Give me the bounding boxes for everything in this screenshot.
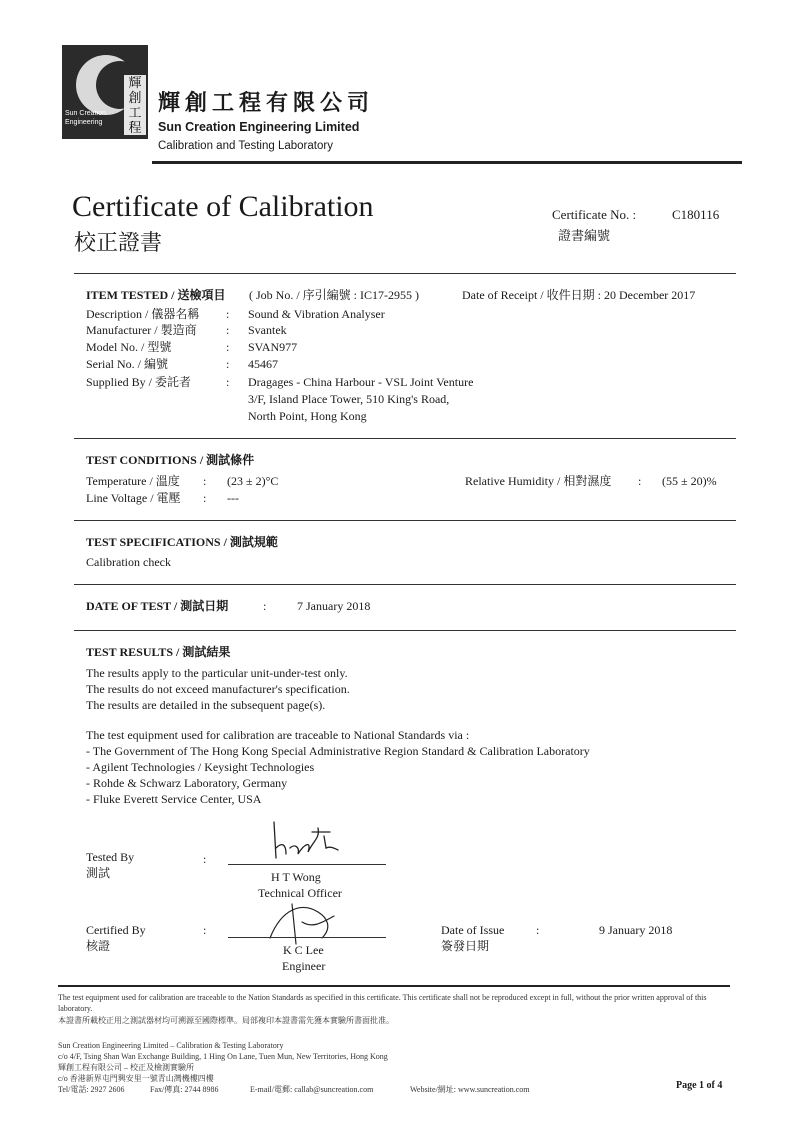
date-of-issue-label: Date of Issue (441, 923, 505, 937)
tested-by-label-zh: 測試 (86, 866, 111, 880)
footer-address-line: Sun Creation Engineering Limited – Calibration & Testing Laboratory (58, 1041, 284, 1050)
colon: : (203, 474, 207, 488)
certificate-title: Certificate of Calibration (72, 190, 374, 223)
field-value-description: Sound & Vibration Analyser (248, 307, 385, 321)
colon: : (203, 491, 207, 505)
results-line: The results apply to the particular unit-under-test only. (86, 666, 348, 680)
footer-fax: Fax/傳真: 2744 8986 (150, 1085, 219, 1094)
field-label-supplied-by: Supplied By / 委託者 (86, 375, 192, 389)
colon: : (203, 923, 207, 937)
results-heading: TEST RESULTS / 測試結果 (86, 645, 231, 659)
signature-line (228, 937, 386, 938)
colon: : (226, 357, 230, 371)
field-value-supplied-by: Dragages - China Harbour - VSL Joint Venture (248, 375, 474, 389)
section-rule (74, 630, 736, 631)
footer-disclaimer: The test equipment used for calibration are traceable to the Nation Standards as specified in this certificate. This certificate shall not be reproduced except in full, without the prior written approval of this laboratory. (58, 993, 707, 1013)
footer-website: Website/網址: www.suncreation.com (410, 1085, 530, 1094)
certificate-no-label: Certificate No. : (552, 207, 637, 222)
address-line: 3/F, Island Place Tower, 510 King's Road, (248, 392, 450, 406)
traceability-item: - The Government of The Hong Kong Special Administrative Region Standard & Calibration Laboratory (86, 744, 590, 758)
certificate-title-zh: 校正證書 (74, 230, 163, 255)
certified-by-title: Engineer (282, 959, 326, 973)
field-value-serial: 45467 (248, 357, 278, 371)
humidity-label: Relative Humidity / 相對濕度 (465, 474, 612, 488)
colon: : (226, 340, 230, 354)
voltage-label: Line Voltage / 電壓 (86, 491, 181, 505)
tested-by-title: Technical Officer (258, 886, 342, 900)
item-heading: ITEM TESTED / 送檢項目 (86, 288, 226, 302)
footer-rule (58, 985, 730, 987)
colon: : (226, 375, 230, 389)
colon: : (263, 599, 267, 613)
footer-address-line: c/o 香港新界屯門興安里一號青山灣機樓四樓 (58, 1074, 214, 1083)
field-label-description: Description / 儀器名稱 (86, 307, 200, 321)
colon: : (203, 852, 207, 866)
traceability-intro: The test equipment used for calibration are traceable to National Standards via : (86, 728, 470, 742)
voltage-value: --- (227, 491, 239, 505)
footer-address-line: c/o 4/F, Tsing Shan Wan Exchange Building, 1 Hing On Lane, Tuen Mun, New Territories, Hong Kong (58, 1052, 388, 1061)
results-line: The results are detailed in the subsequent page(s). (86, 698, 326, 712)
specs-text: Calibration check (86, 555, 171, 569)
tested-by-label: Tested By (86, 850, 135, 864)
logo-text: Sun Creation Engineering (65, 110, 106, 126)
logo-vertical-text: 輝 創 工 程 (124, 75, 146, 135)
job-number: ( Job No. / 序引編號 : IC17-2955 ) (249, 288, 419, 302)
footer-disclaimer-zh: 本證書所載校正用之測試器材均可溯源至國際標準。局部複印本證書需先獲本實驗所書面批准。 (58, 1016, 394, 1025)
section-rule (74, 584, 736, 585)
signature-certified (262, 898, 352, 948)
section-rule (74, 273, 736, 274)
footer-address-line: 輝創工程有限公司 – 校正及檢測實驗所 (58, 1063, 194, 1072)
field-label-manufacturer: Manufacturer / 製造商 (86, 323, 197, 337)
certified-by-name: K C Lee (283, 943, 324, 957)
traceability-item: - Agilent Technologies / Keysight Technologies (86, 760, 315, 774)
section-rule (74, 438, 736, 439)
temperature-value: (23 ± 2)°C (227, 474, 279, 488)
address-line: North Point, Hong Kong (248, 409, 367, 423)
certificate-no-value: C180116 (672, 207, 720, 222)
company-name-en: Sun Creation Engineering Limited (158, 120, 360, 134)
conditions-heading: TEST CONDITIONS / 測試條件 (86, 453, 255, 467)
humidity-value: (55 ± 20)% (662, 474, 717, 488)
certificate-no-label-zh: 證書編號 (558, 228, 611, 243)
specs-heading: TEST SPECIFICATIONS / 測試規範 (86, 535, 278, 549)
signature-line (228, 864, 386, 865)
colon: : (638, 474, 642, 488)
page-number: Page 1 of 4 (676, 1080, 723, 1091)
field-label-serial: Serial No. / 編號 (86, 357, 168, 371)
signature-tested (268, 818, 348, 864)
date-of-issue-value: 9 January 2018 (599, 923, 673, 937)
traceability-item: - Fluke Everett Service Center, USA (86, 792, 262, 806)
footer-email: E-mail/電郵: callab@suncreation.com (250, 1085, 374, 1094)
company-name-zh: 輝創工程有限公司 (158, 90, 375, 115)
colon: : (536, 923, 540, 937)
field-value-model: SVAN977 (248, 340, 298, 354)
results-line: The results do not exceed manufacturer's specification. (86, 682, 350, 696)
date-of-issue-label-zh: 簽發日期 (441, 939, 490, 953)
field-value-manufacturer: Svantek (248, 323, 287, 337)
company-logo (62, 45, 148, 139)
lab-name: Calibration and Testing Laboratory (158, 140, 333, 152)
colon: : (226, 307, 230, 321)
tested-by-name: H T Wong (271, 870, 321, 884)
date-of-receipt: Date of Receipt / 收件日期 : 20 December 2017 (462, 288, 696, 302)
colon: : (226, 323, 230, 337)
temperature-label: Temperature / 溫度 (86, 474, 180, 488)
traceability-item: - Rohde & Schwarz Laboratory, Germany (86, 776, 288, 790)
certified-by-label: Certified By (86, 923, 146, 937)
date-value: 7 January 2018 (297, 599, 371, 613)
certified-by-label-zh: 核證 (86, 939, 111, 953)
section-rule (74, 520, 736, 521)
header-rule (152, 161, 742, 164)
date-heading: DATE OF TEST / 測試日期 (86, 599, 229, 613)
footer-tel: Tel/電話: 2927 2606 (58, 1085, 125, 1094)
field-label-model: Model No. / 型號 (86, 340, 172, 354)
